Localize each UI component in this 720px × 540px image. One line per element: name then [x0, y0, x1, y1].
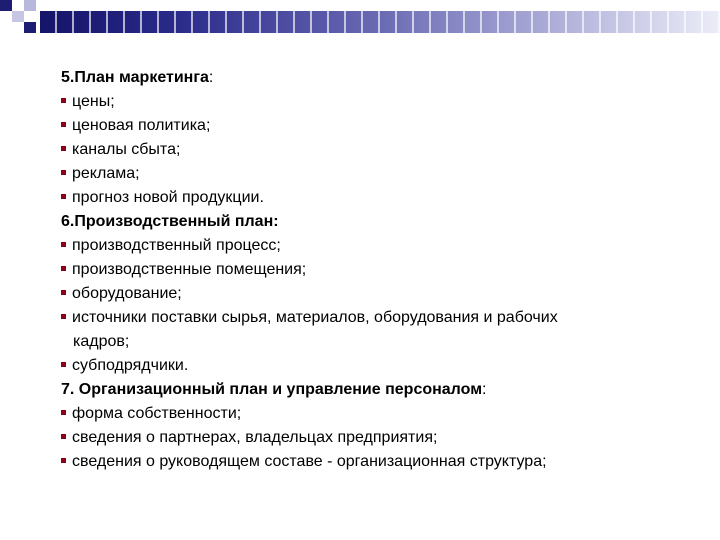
- bullet-icon: [61, 290, 66, 295]
- list-item: источники поставки сырья, материалов, оборудования и рабочих кадров;: [61, 306, 701, 354]
- bullet-icon: [61, 458, 66, 463]
- bullet-icon: [61, 98, 66, 103]
- bullet-icon: [61, 362, 66, 367]
- list-item-continuation: кадров;: [73, 333, 130, 350]
- list-item: производственные помещения;: [61, 258, 701, 282]
- list-item: сведения о руководящем составе - организационная структура;: [61, 450, 701, 474]
- list-item: производственный процесс;: [61, 234, 701, 258]
- list-item: цены;: [61, 90, 701, 114]
- section-heading-marketing: 5.План маркетинга:: [61, 69, 214, 86]
- bullet-icon: [61, 314, 66, 319]
- decor-square: [24, 22, 36, 33]
- bullet-icon: [61, 410, 66, 415]
- bullet-icon: [61, 170, 66, 175]
- bullet-icon: [61, 194, 66, 199]
- section-heading-organization: 7. Организационный план и управление персоналом:: [61, 381, 487, 398]
- list-item: сведения о партнерах, владельцах предприятия;: [61, 426, 701, 450]
- section-heading-production: 6.Производственный план:: [61, 213, 279, 230]
- list-item: прогноз новой продукции.: [61, 186, 701, 210]
- slide-body: [61, 66, 701, 474]
- decor-square: [0, 0, 12, 11]
- list-item: субподрядчики.: [61, 354, 701, 378]
- bullet-icon: [61, 146, 66, 151]
- list-item: оборудование;: [61, 282, 701, 306]
- bullet-icon: [61, 266, 66, 271]
- list-item: форма собственности;: [61, 402, 701, 426]
- bullet-icon: [61, 122, 66, 127]
- header-stripes: [40, 11, 720, 33]
- bullet-icon: [61, 242, 66, 247]
- bullet-icon: [61, 434, 66, 439]
- list-item: реклама;: [61, 162, 701, 186]
- list-item: каналы сбыта;: [61, 138, 701, 162]
- decor-square: [12, 11, 24, 22]
- list-item: ценовая политика;: [61, 114, 701, 138]
- decor-square: [24, 0, 36, 11]
